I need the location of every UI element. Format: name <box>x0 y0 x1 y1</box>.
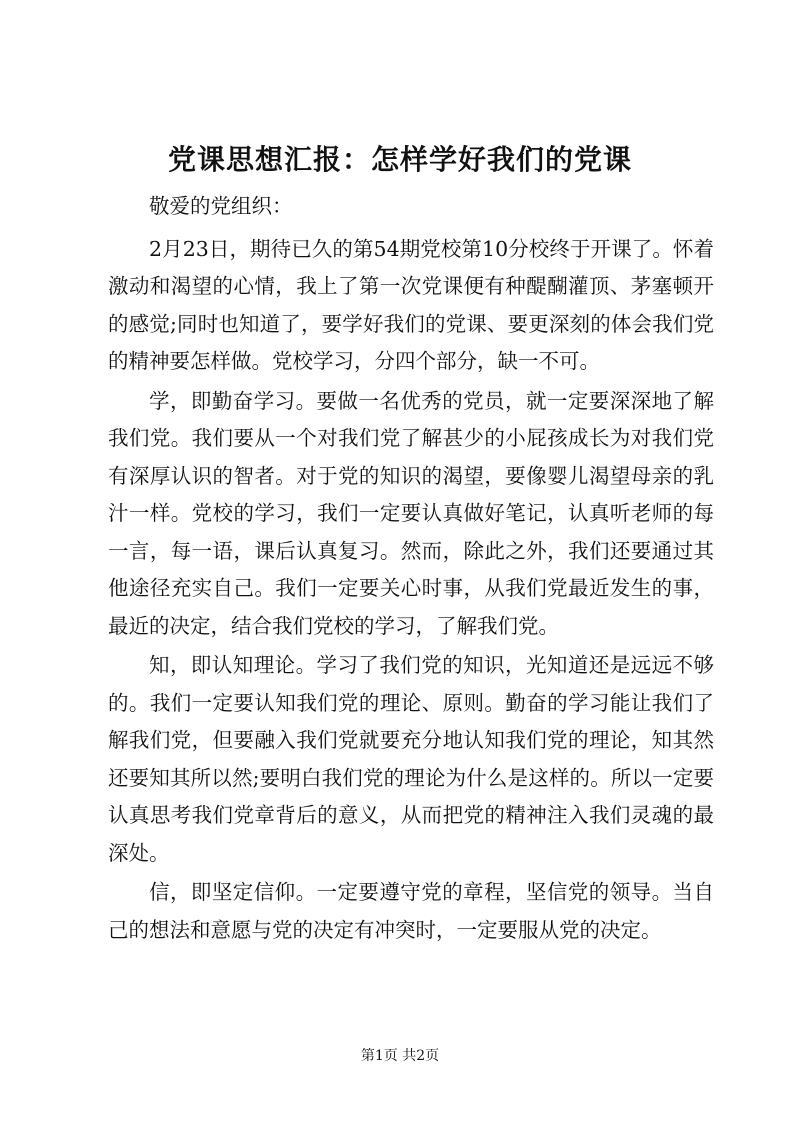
paragraph-knowledge: 知，即认知理论。学习了我们党的知识，光知道还是远远不够的。我们一定要认知我们党的理论、原则。勤奋的学习能让我们了解我们党，但要融入我们党就要充分地认知我们党的理论，知其然还要知其所以然;要明白我们党的理论为什么是这样的。所以一定要认真思考我们党章背后的意义，从而把党的精神注入我们灵魂的最深处。 <box>108 653 714 865</box>
paragraph-belief: 信，即坚定信仰。一定要遵守党的章程，坚信党的领导。当自己的想法和意愿与党的决定有冲突时，一定要服从党的决定。 <box>108 880 714 942</box>
page-number-footer: 第1页 共2页 <box>360 1048 440 1064</box>
paragraph-study: 学，即勤奋学习。要做一名优秀的党员，就一定要深深地了解我们党。我们要从一个对我们党了解甚少的小屁孩成长为对我们党有深厚认识的智者。对于党的知识的渴望，要像婴儿渴望母亲的乳汁一样。党校的学习，我们一定要认真做好笔记，认真听老师的每一言，每一语，课后认真复习。然而，除此之外，我们还要通过其他途径充实自己。我们一定要关心时事，从我们党最近发生的事，最近的决定，结合我们党校的学习，了解我们党。 <box>108 388 714 638</box>
paragraph-intro: 2月23日，期待已久的第54期党校第10分校终于开课了。怀着激动和渴望的心情，我上了第一次党课便有种醍醐灌顶、茅塞顿开的感觉;同时也知道了，要学好我们的党课、要更深刻的体会我们党的精神要怎样做。党校学习，分四个部分，缺一不可。 <box>108 236 714 373</box>
salutation: 敬爱的党组织： <box>149 194 293 218</box>
document-body <box>108 188 714 951</box>
document-title: 党课思想汇报：怎样学好我们的党课 <box>167 143 632 176</box>
